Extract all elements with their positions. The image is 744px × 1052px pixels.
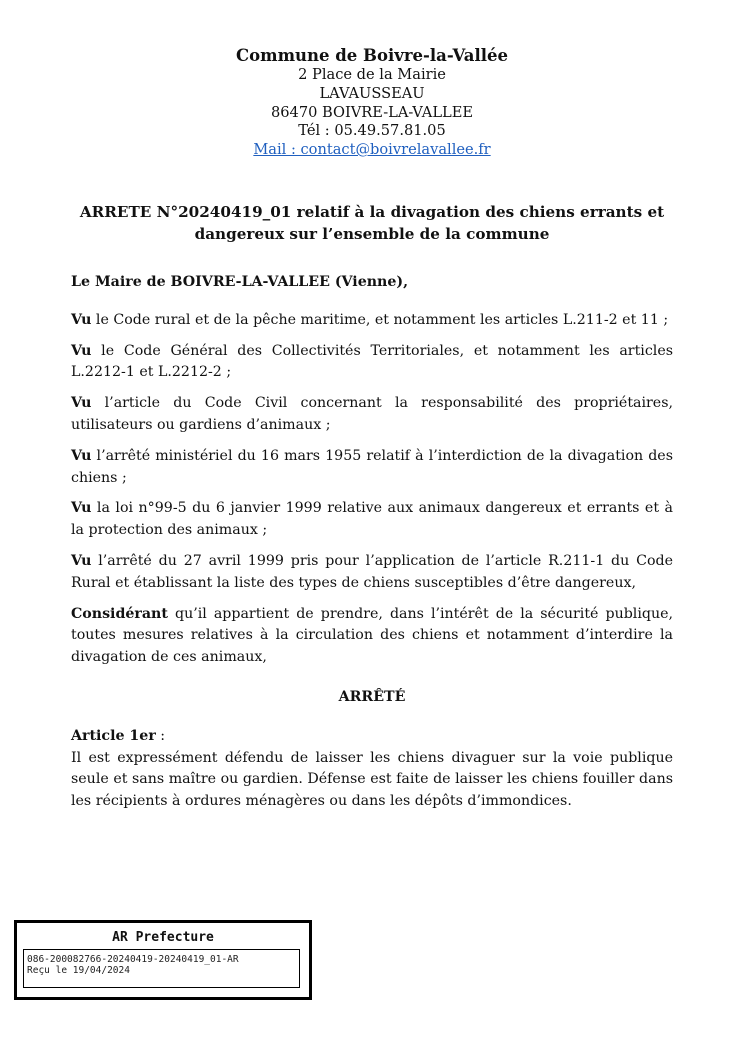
- document-body: [71, 272, 673, 813]
- visa-text: l’article du Code Civil concernant la responsabilité des propriétaires, utilisateurs ou gardiens d’animaux ;: [71, 395, 673, 433]
- address-line-1: 2 Place de la Mairie: [298, 66, 446, 83]
- document-title: [70, 202, 674, 245]
- visa-lead: Vu: [71, 552, 92, 569]
- visa-paragraph: [71, 310, 673, 332]
- considerant-text: qu’il appartient de prendre, dans l’intérêt de la sécurité publique, toutes mesures relatives à la circulation des chiens et notamment d’interdire la divagation de ces animaux,: [71, 605, 673, 666]
- article-1-body: Il est expressément défendu de laisser les chiens divaguer sur la voie publique seule et sans maître ou gardien. Défense est faite de laisser les chiens fouiller dans les récipients à ordures ménagères ou dans les dépôts d’immondices.: [71, 749, 673, 810]
- considerant-paragraph: [71, 604, 673, 669]
- phone-number: Tél : 05.49.57.81.05: [298, 122, 446, 140]
- letterhead: [0, 45, 744, 160]
- stamp-title: AR Prefecture: [112, 930, 214, 945]
- visa-text: le Code rural et de la pêche maritime, et notamment les articles L.211-2 et 11 ;: [91, 311, 669, 328]
- address-line-3: 86470 BOIVRE-LA-VALLEE: [270, 103, 474, 121]
- visa-text: l’arrêté ministériel du 16 mars 1955 relatif à l’interdiction de la divagation des chiens ;: [71, 447, 673, 486]
- visa-text: le Code Général des Collectivités Territoriales, et notamment les articles L.2212-1 et L.2212-2 ;: [71, 342, 673, 381]
- address-line-2: LAVAUSSEAU: [319, 84, 425, 102]
- mayor-line: Le Maire de BOIVRE-LA-VALLEE (Vienne),: [71, 274, 409, 290]
- article-1-heading: [71, 726, 673, 748]
- stamp-reference: 086-200082766-20240419-20240419_01-AR: [27, 954, 239, 965]
- title-line-1: ARRETE N°20240419_01 relatif à la divagation des chiens errants et: [79, 203, 665, 221]
- visa-lead: Vu: [71, 500, 92, 517]
- visa-paragraph: [71, 393, 673, 437]
- visa-paragraph: [71, 341, 673, 385]
- commune-name: Commune de Boivre-la-Vallée: [235, 46, 509, 65]
- title-line-2: dangereux sur l’ensemble de la commune: [194, 224, 550, 243]
- visa-text: la loi n°99-5 du 6 janvier 1999 relative aux animaux dangereux et errants et à la protection des animaux ;: [71, 500, 673, 539]
- arrete-heading: ARRÊTÉ: [338, 688, 406, 705]
- considerant-lead: Considérant: [71, 605, 168, 622]
- article-1-title-suffix: :: [155, 727, 166, 744]
- stamp-received-date: Reçu le 19/04/2024: [27, 965, 130, 976]
- visa-text: l’arrêté du 27 avril 1999 pris pour l’application de l’article R.211-1 du Code Rural et établissant la liste des types de chiens susceptibles d’être dangereux,: [71, 552, 673, 591]
- article-1-title: Article 1er: [71, 727, 156, 744]
- visa-lead: Vu: [71, 395, 92, 412]
- visa-lead: Vu: [71, 311, 92, 328]
- visa-lead: Vu: [71, 342, 92, 359]
- visa-paragraph: [71, 551, 673, 595]
- visa-paragraph: [71, 498, 673, 542]
- visa-paragraph: [71, 446, 673, 490]
- prefecture-stamp: [14, 920, 312, 1000]
- visa-lead: Vu: [71, 447, 92, 464]
- email-link[interactable]: Mail : contact@boivrelavallee.fr: [253, 141, 491, 159]
- stamp-details: [23, 949, 300, 988]
